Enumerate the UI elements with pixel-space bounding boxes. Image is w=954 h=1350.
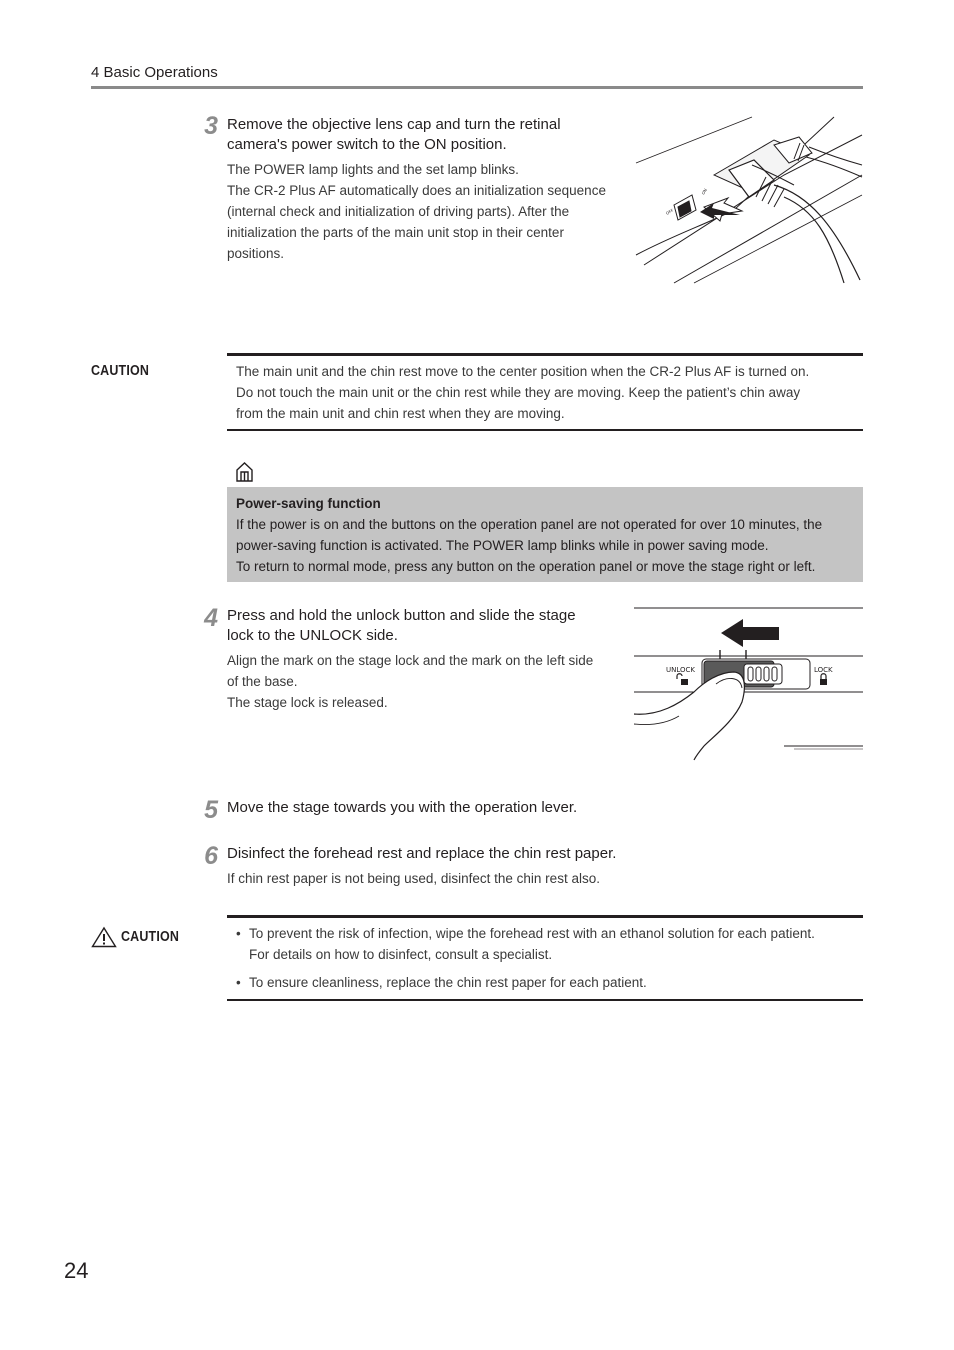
step-title-line: lock to the UNLOCK side.	[227, 627, 398, 644]
bullet-dot: •	[236, 926, 241, 941]
note-title: Power-saving function	[236, 496, 381, 511]
step-title-line: Remove the objective lens cap and turn the retinal	[227, 116, 561, 133]
header-rule	[91, 86, 863, 89]
body-line: The CR-2 Plus AF automatically does an initialization sequence	[227, 183, 606, 198]
step-number: 5	[204, 796, 218, 824]
note-box	[227, 487, 863, 582]
step-number: 4	[204, 604, 218, 632]
power-switch-figure	[634, 115, 864, 285]
note-line: power-saving function is activated. The POWER lamp blinks while in power saving mode.	[236, 538, 769, 553]
caution-line: Do not touch the main unit or the chin rest while they are moving. Keep the patient’s chin away	[236, 385, 801, 400]
caution-text	[227, 356, 863, 424]
body-line: of the base.	[227, 674, 298, 689]
step-title-line: Disinfect the forehead rest and replace the chin rest paper.	[227, 845, 617, 862]
step-body	[227, 868, 600, 889]
body-line: positions.	[227, 246, 285, 261]
switch-label-off: OFF	[665, 207, 675, 216]
step-title	[227, 844, 616, 864]
step-title	[227, 798, 577, 818]
switch-label-on: ON	[700, 187, 708, 196]
step-body	[227, 159, 606, 264]
body-line: Align the mark on the stage lock and the mark on the left side	[227, 653, 594, 668]
caution-bullet	[227, 972, 863, 993]
caution-bullet	[227, 923, 863, 965]
caution-label: CAUTION	[91, 363, 150, 379]
body-line: The POWER lamp lights and the set lamp blinks.	[227, 162, 519, 177]
step-title-line: camera's power switch to the ON position.	[227, 136, 507, 153]
section-title: 4 Basic Operations	[91, 64, 218, 81]
unlock-label: UNLOCK	[666, 666, 695, 674]
body-line: The stage lock is released.	[227, 695, 388, 710]
step-title-line: Press and hold the unlock button and slide the stage	[227, 607, 576, 624]
bullet-line: For details on how to disinfect, consult a specialist.	[249, 947, 553, 962]
step-body	[227, 650, 593, 713]
bullet-line: To ensure cleanliness, replace the chin rest paper for each patient.	[249, 975, 647, 990]
step-title	[227, 115, 561, 155]
step-number: 3	[204, 112, 218, 140]
warning-triangle-icon	[91, 926, 117, 948]
body-line: initialization the parts of the main unit stop in their center	[227, 225, 564, 240]
unlock-padlock-icon	[677, 674, 688, 685]
bullet-line: To prevent the risk of infection, wipe the forehead rest with an ethanol solution for each patient.	[249, 926, 815, 941]
body-line: If chin rest paper is not being used, disinfect the chin rest also.	[227, 871, 600, 886]
page-number: 24	[64, 1258, 89, 1283]
body-line: (internal check and initialization of driving parts). After the	[227, 204, 570, 219]
caution-box	[227, 353, 863, 431]
note-line: To return to normal mode, press any button on the operation panel or move the stage right or left.	[236, 559, 816, 574]
step-title-line: Move the stage towards you with the operation lever.	[227, 799, 578, 816]
lock-label: LOCK	[814, 666, 833, 674]
lock-padlock-icon	[820, 674, 827, 685]
bullet-dot: •	[236, 975, 241, 990]
note-line: If the power is on and the buttons on the operation panel are not operated for over 10 minutes, the	[236, 517, 823, 532]
note-icon	[235, 461, 254, 483]
caution-box	[227, 915, 863, 1001]
caution-line: from the main unit and chin rest when they are moving.	[236, 406, 565, 421]
caution-line: The main unit and the chin rest move to the center position when the CR-2 Plus AF is turned on.	[236, 364, 810, 379]
stage-lock-figure	[634, 606, 864, 762]
step-title	[227, 606, 576, 646]
step-number: 6	[204, 842, 218, 870]
caution-label: CAUTION	[121, 929, 180, 945]
